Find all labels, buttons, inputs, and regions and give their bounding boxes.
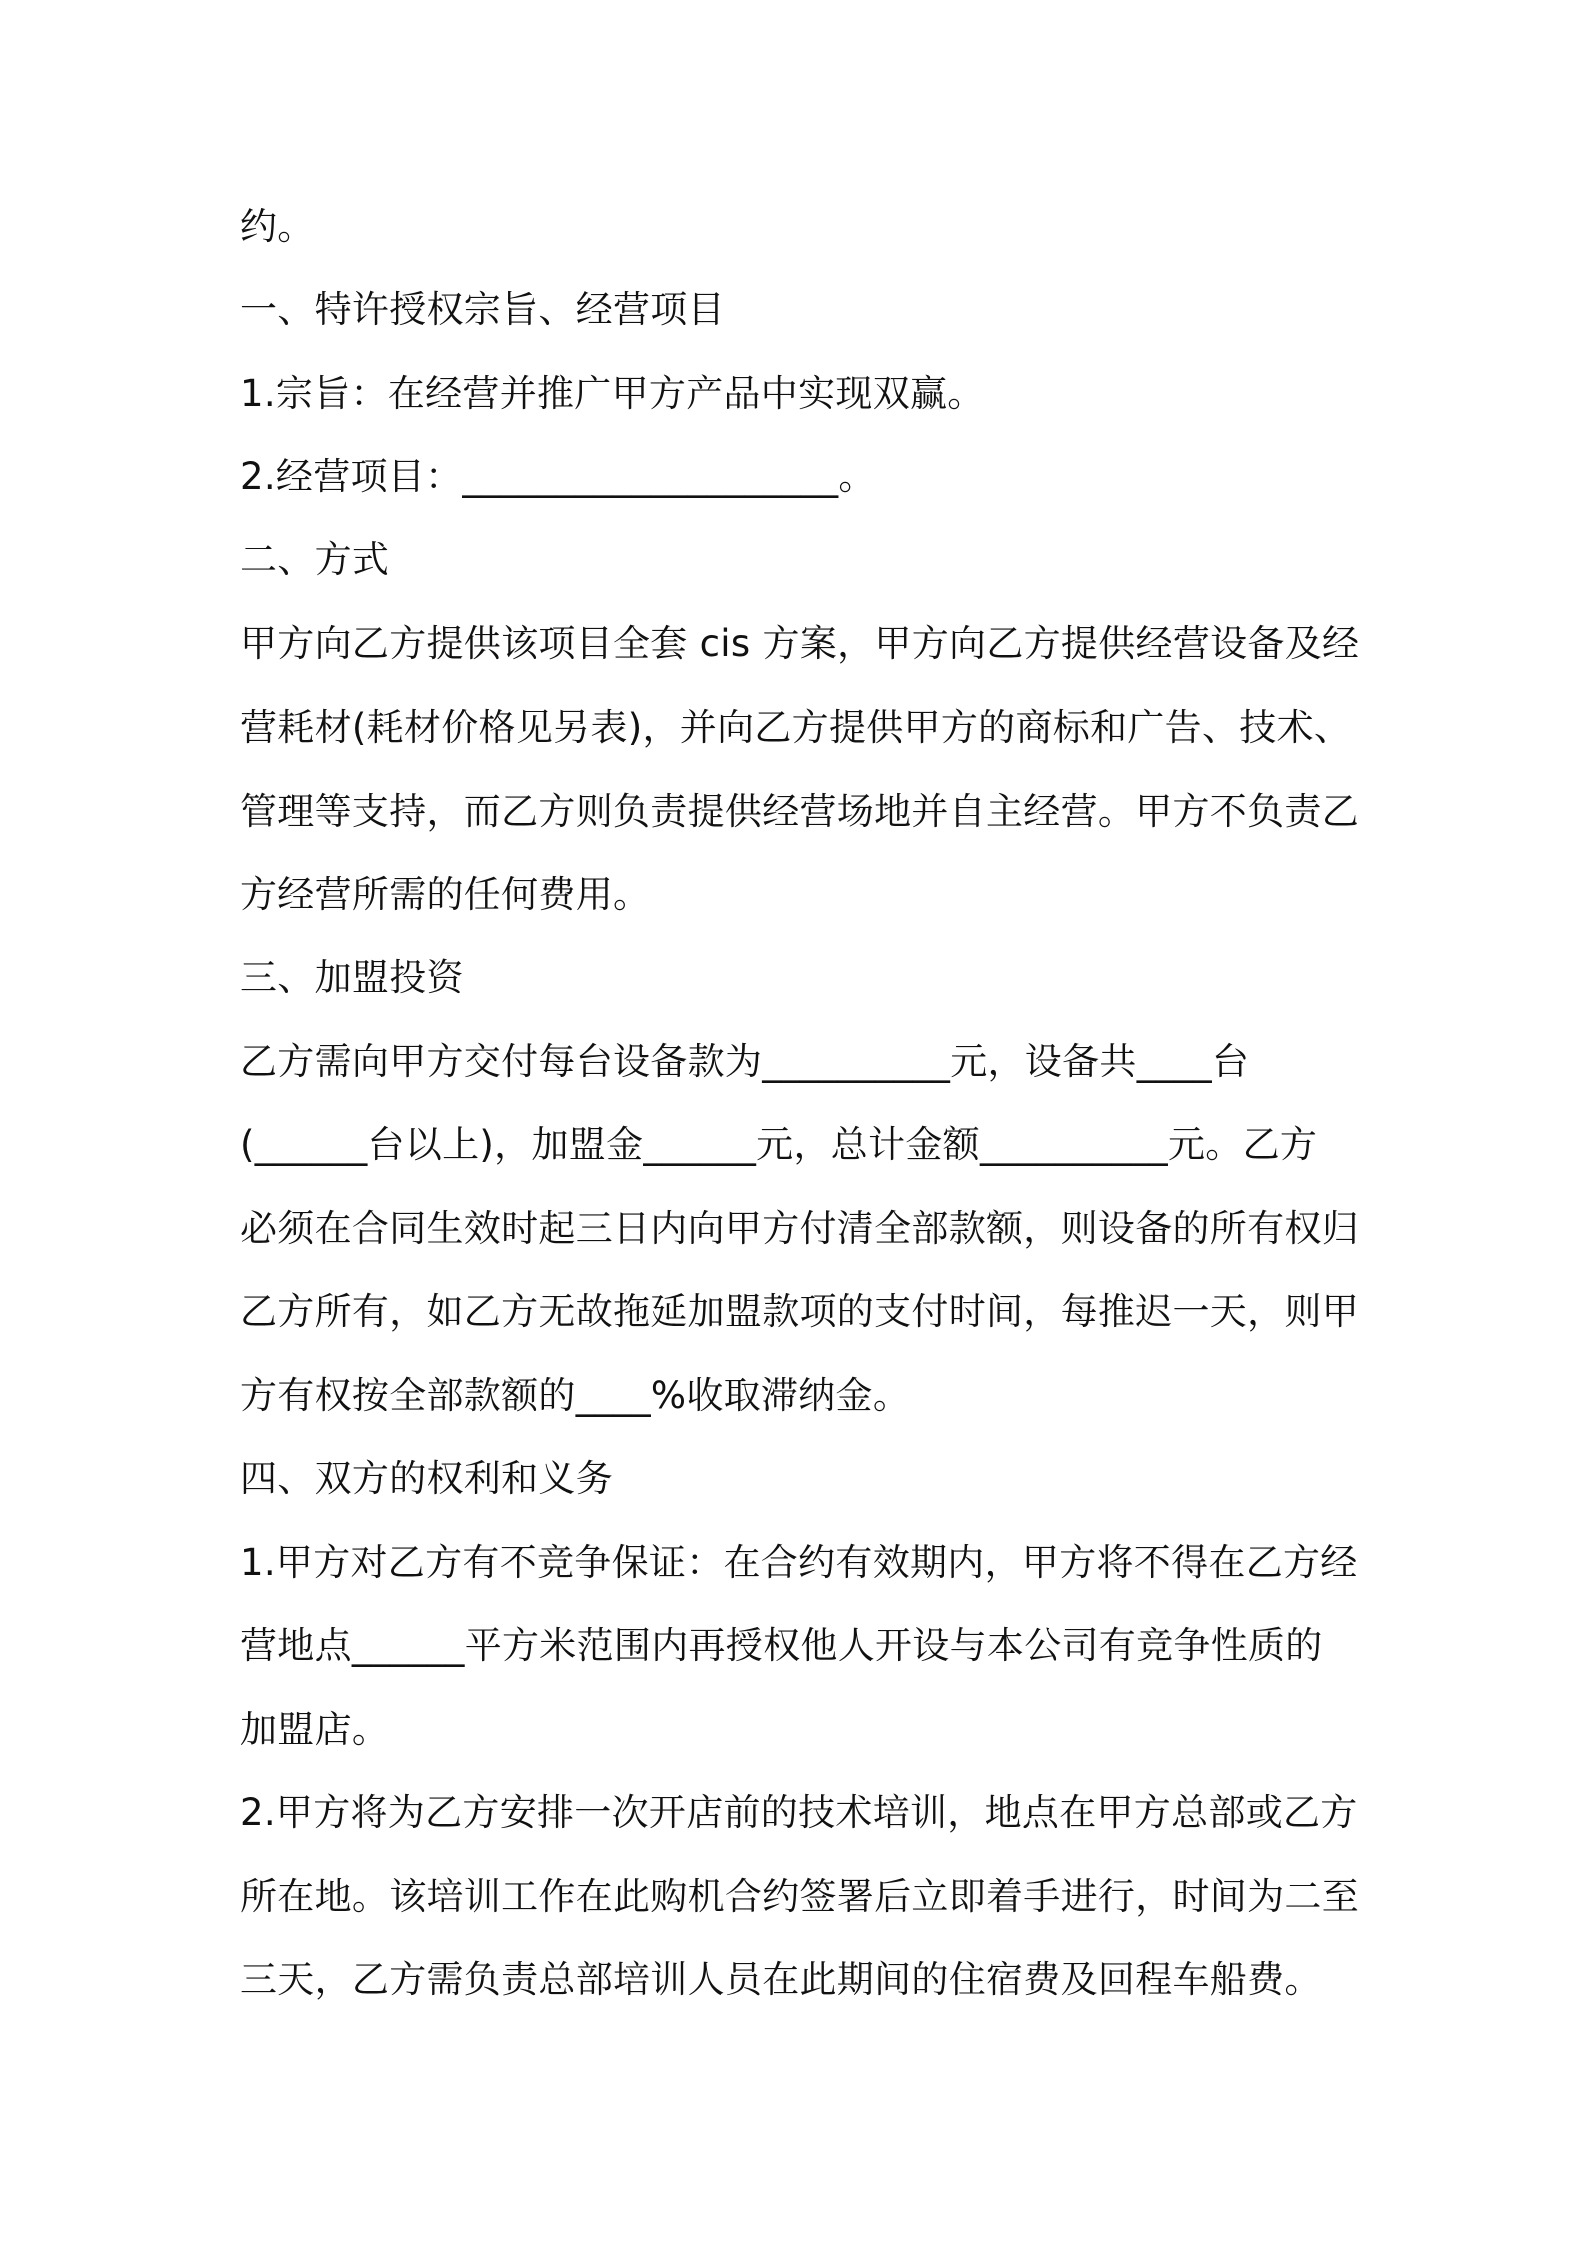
section-heading: 一、特许授权宗旨、经营项目 <box>240 288 725 331</box>
paragraph-line: 营地点______平方米范围内再授权他人开设与本公司有竞争性质的 <box>240 1624 1323 1667</box>
paragraph-line: 乙方需向甲方交付每台设备款为__________元，设备共____台 <box>240 1040 1250 1083</box>
paragraph-line: 三天，乙方需负责总部培训人员在此期间的住宿费及回程车船费。 <box>240 1958 1322 2001</box>
section-heading: 四、双方的权利和义务 <box>240 1457 613 1500</box>
section-heading: 三、加盟投资 <box>240 956 464 999</box>
paragraph-line: 约。 <box>240 205 315 248</box>
paragraph-line: 管理等支持，而乙方则负责提供经营场地并自主经营。甲方不负责乙 <box>240 790 1359 833</box>
section-heading: 二、方式 <box>240 538 390 581</box>
paragraph-line: 2.经营项目：____________________。 <box>240 455 876 498</box>
paragraph-line: 营耗材(耗材价格见另表)，并向乙方提供甲方的商标和广告、技术、 <box>240 706 1352 749</box>
paragraph-line: 所在地。该培训工作在此购机合约签署后立即着手进行，时间为二至 <box>240 1875 1359 1918</box>
paragraph-line: (______台以上)，加盟金______元，总计金额__________元。乙方 <box>240 1123 1318 1166</box>
paragraph-line: 1.甲方对乙方有不竞争保证：在合约有效期内，甲方将不得在乙方经 <box>240 1541 1358 1584</box>
paragraph-line: 2.甲方将为乙方安排一次开店前的技术培训，地点在甲方总部或乙方 <box>240 1791 1358 1834</box>
paragraph-line: 方经营所需的任何费用。 <box>240 873 651 916</box>
paragraph-line: 1.宗旨：在经营并推广甲方产品中实现双赢。 <box>240 372 985 415</box>
paragraph-line: 乙方所有，如乙方无故拖延加盟款项的支付时间，每推迟一天，则甲 <box>240 1290 1359 1333</box>
paragraph-line: 加盟店。 <box>240 1708 390 1751</box>
paragraph-line: 方有权按全部款额的____%收取滞纳金。 <box>240 1374 911 1417</box>
paragraph-line: 甲方向乙方提供该项目全套 cis 方案，甲方向乙方提供经营设备及经 <box>240 622 1360 665</box>
paragraph-line: 必须在合同生效时起三日内向甲方付清全部款额，则设备的所有权归 <box>240 1207 1359 1250</box>
